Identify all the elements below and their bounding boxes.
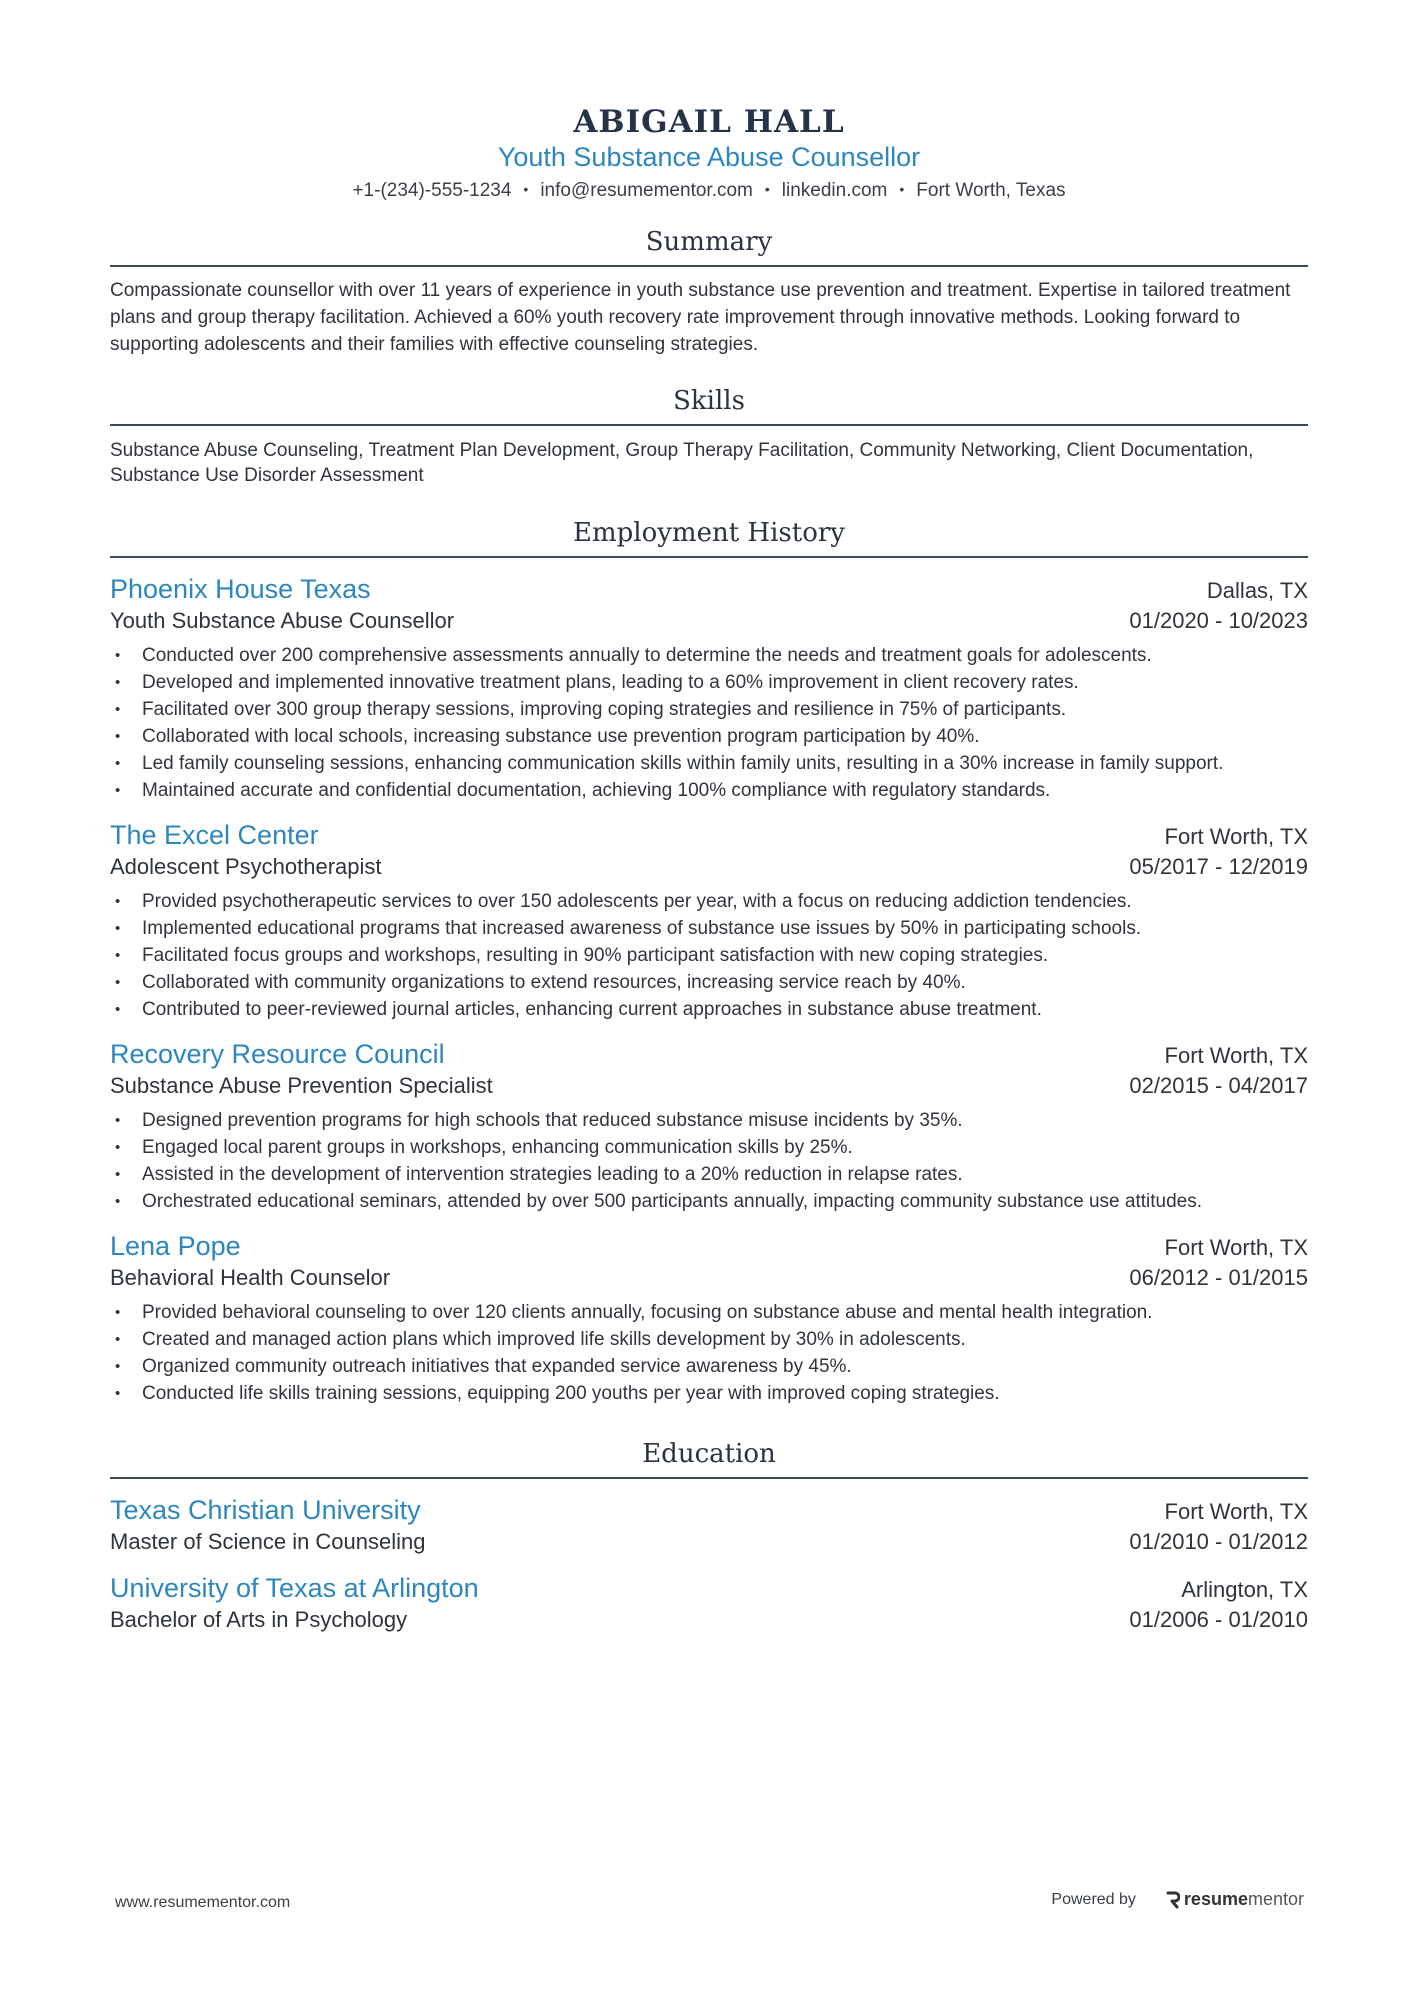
job-bullet: • Collaborated with local schools, increasing substance use prevention program participation by 40%. xyxy=(110,723,1308,750)
job-list xyxy=(110,572,1308,1407)
resume-header xyxy=(110,0,1308,203)
contact-location: Fort Worth, Texas xyxy=(916,180,1066,201)
contact-separator: • xyxy=(899,181,905,197)
job-header-row xyxy=(110,1037,1308,1071)
job-bullet: • Collaborated with community organizations to extend resources, increasing service reach by 40%. xyxy=(110,969,1308,996)
job-role: Substance Abuse Prevention Specialist xyxy=(110,1073,493,1098)
footer-branding xyxy=(1051,1889,1304,1910)
contact-linkedin[interactable]: linkedin.com xyxy=(781,180,888,201)
job-bullet: • Facilitated over 300 group therapy sessions, improving coping strategies and resilience in 75% of participants. xyxy=(110,696,1308,723)
job-role-row xyxy=(110,1071,1308,1101)
job-entry xyxy=(110,572,1308,804)
job-entry xyxy=(110,818,1308,1023)
job-bullet: • Contributed to peer-reviewed journal articles, enhancing current approaches in substance abuse treatment. xyxy=(110,996,1308,1023)
section-divider xyxy=(110,424,1308,426)
employment-section xyxy=(110,516,1308,1407)
contact-separator: • xyxy=(764,181,770,197)
section-divider xyxy=(110,556,1308,558)
job-employer: The Excel Center xyxy=(110,820,319,850)
job-header-row xyxy=(110,1229,1308,1263)
school-name: Texas Christian University xyxy=(110,1495,421,1525)
brand-logo-icon xyxy=(1166,1891,1180,1909)
education-header-row xyxy=(110,1493,1308,1527)
job-header-row xyxy=(110,818,1308,852)
education-heading: Education xyxy=(642,1439,776,1469)
job-employer: Lena Pope xyxy=(110,1231,241,1261)
job-role-row xyxy=(110,606,1308,636)
job-employer: Recovery Resource Council xyxy=(110,1039,445,1069)
contact-phone: +1-(234)-555-1234 xyxy=(352,180,512,201)
education-section xyxy=(110,1437,1308,1635)
summary-text: Compassionate counsellor with over 11 years of experience in youth substance use prevention and treatment. Expertise in tailored treatment plans and group therapy facilitation. Achieved a 60% youth recovery rate improvement through innovative methods. Looking forward to supporting adolescents and their families with effective counseling strategies. xyxy=(110,280,1291,355)
brand-name-light: mentor xyxy=(1247,1889,1304,1909)
job-bullet: • Conducted life skills training sessions, equipping 200 youths per year with improved coping strategies. xyxy=(110,1380,1308,1407)
brand-name-bold: resume xyxy=(1183,1889,1248,1909)
degree-name: Master of Science in Counseling xyxy=(110,1529,426,1554)
job-dates: 06/2012 - 01/2015 xyxy=(1129,1265,1308,1290)
job-dates: 02/2015 - 04/2017 xyxy=(1129,1073,1308,1098)
job-location: Fort Worth, TX xyxy=(1164,824,1308,849)
job-bullet: • Provided behavioral counseling to over 120 clients annually, focusing on substance abuse and mental health integration. xyxy=(110,1299,1308,1326)
job-bullets xyxy=(110,888,1308,1023)
job-bullet: • Organized community outreach initiatives that expanded service awareness by 45%. xyxy=(110,1353,1308,1380)
education-dates: 01/2010 - 01/2012 xyxy=(1129,1529,1308,1554)
section-divider xyxy=(110,1477,1308,1479)
job-location: Dallas, TX xyxy=(1206,578,1308,603)
job-location: Fort Worth, TX xyxy=(1164,1043,1308,1068)
job-header-row xyxy=(110,572,1308,606)
job-bullet: • Maintained accurate and confidential documentation, achieving 100% compliance with regulatory standards. xyxy=(110,777,1308,804)
candidate-name: ABIGAIL HALL xyxy=(573,104,845,140)
job-bullet: • Developed and implemented innovative treatment plans, leading to a 60% improvement in client recovery rates. xyxy=(110,669,1308,696)
summary-heading: Summary xyxy=(645,227,773,257)
school-location: Fort Worth, TX xyxy=(1164,1499,1308,1524)
job-employer: Phoenix House Texas xyxy=(110,574,371,604)
brand-logo[interactable] xyxy=(1166,1889,1304,1910)
job-bullet: • Engaged local parent groups in workshops, enhancing communication skills by 25%. xyxy=(110,1134,1308,1161)
job-bullet: • Created and managed action plans which improved life skills development by 30% in adolescents. xyxy=(110,1326,1308,1353)
resume-page xyxy=(110,0,1308,1635)
job-role: Behavioral Health Counselor xyxy=(110,1265,391,1290)
job-entry xyxy=(110,1037,1308,1215)
job-bullet: • Conducted over 200 comprehensive assessments annually to determine the needs and treatment goals for adolescents. xyxy=(110,642,1308,669)
powered-by-label: Powered by xyxy=(1051,1890,1136,1908)
job-bullets xyxy=(110,1299,1308,1407)
school-location: Arlington, TX xyxy=(1181,1577,1308,1602)
skills-heading: Skills xyxy=(673,386,745,416)
job-bullet: • Assisted in the development of intervention strategies leading to a 20% reduction in relapse rates. xyxy=(110,1161,1308,1188)
job-bullets xyxy=(110,1107,1308,1215)
job-role: Youth Substance Abuse Counsellor xyxy=(110,608,455,633)
employment-heading: Employment History xyxy=(573,518,845,548)
footer-website[interactable]: www.resumementor.com xyxy=(115,1894,291,1911)
contact-line xyxy=(110,179,1308,203)
skills-section xyxy=(110,384,1308,488)
job-location: Fort Worth, TX xyxy=(1164,1235,1308,1260)
job-role-row xyxy=(110,1263,1308,1293)
job-dates: 05/2017 - 12/2019 xyxy=(1129,854,1308,879)
section-divider xyxy=(110,265,1308,267)
education-dates: 01/2006 - 01/2010 xyxy=(1129,1607,1308,1632)
contact-email[interactable]: info@resumementor.com xyxy=(540,180,753,201)
education-header-row xyxy=(110,1571,1308,1605)
school-name: University of Texas at Arlington xyxy=(110,1573,479,1603)
job-bullet: • Designed prevention programs for high schools that reduced substance misuse incidents by 35%. xyxy=(110,1107,1308,1134)
summary-section xyxy=(110,225,1308,358)
education-degree-row xyxy=(110,1605,1308,1635)
job-role: Adolescent Psychotherapist xyxy=(110,854,382,879)
candidate-title: Youth Substance Abuse Counsellor xyxy=(497,142,921,172)
education-entry xyxy=(110,1493,1308,1557)
job-role-row xyxy=(110,852,1308,882)
degree-name: Bachelor of Arts in Psychology xyxy=(110,1607,408,1632)
school-list xyxy=(110,1493,1308,1635)
skills-text: Substance Abuse Counseling, Treatment Plan Development, Group Therapy Facilitation, Community Networking, Client Documentation, Substance Use Disorder Assessment xyxy=(110,440,1254,486)
job-bullet: • Implemented educational programs that increased awareness of substance use issues by 50% in participating schools. xyxy=(110,915,1308,942)
job-bullet: • Orchestrated educational seminars, attended by over 500 participants annually, impacting community substance use attitudes. xyxy=(110,1188,1308,1215)
job-dates: 01/2020 - 10/2023 xyxy=(1129,608,1308,633)
job-bullet: • Led family counseling sessions, enhancing communication skills within family units, resulting in a 30% increase in family support. xyxy=(110,750,1308,777)
contact-separator: • xyxy=(523,181,529,197)
job-bullets xyxy=(110,642,1308,804)
education-entry xyxy=(110,1571,1308,1635)
job-entry xyxy=(110,1229,1308,1407)
job-bullet: • Facilitated focus groups and workshops, resulting in 90% participant satisfaction with new coping strategies. xyxy=(110,942,1308,969)
job-bullet: • Provided psychotherapeutic services to over 150 adolescents per year, with a focus on reducing addiction tendencies. xyxy=(110,888,1308,915)
education-degree-row xyxy=(110,1527,1308,1557)
